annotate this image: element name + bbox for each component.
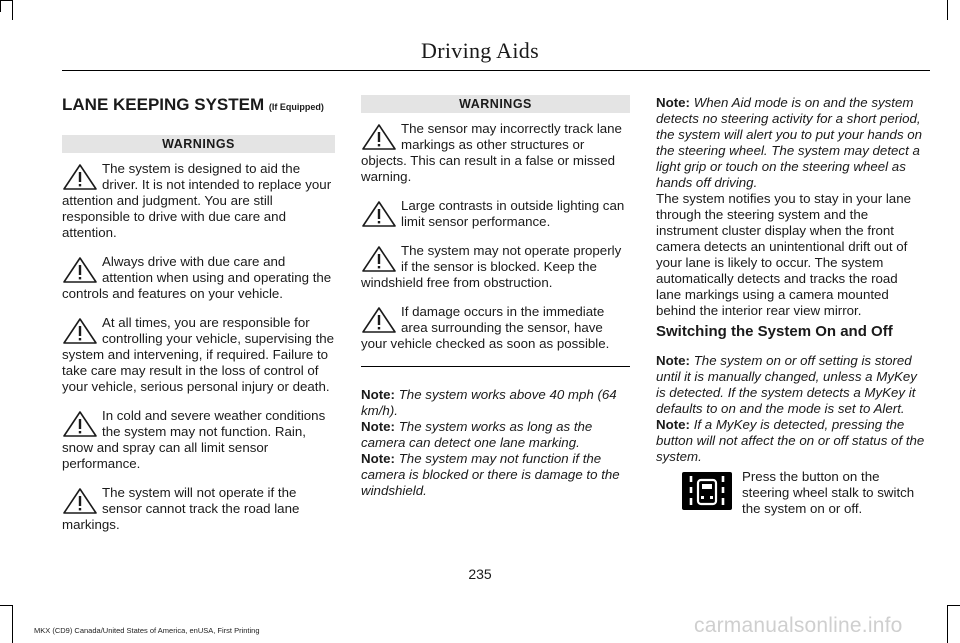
warning-icon: [361, 123, 397, 151]
note-text: When Aid mode is on and the system detects no steering activity for a short period, the system will alert you to put your hands on the steering wheel. The system may detect a light grip or touch on the steering wheel as hands off driving.: [656, 95, 923, 190]
warnings-heading: WARNINGS: [62, 135, 335, 153]
section-divider: [361, 366, 630, 367]
body-paragraph: The system notifies you to stay in your lane through the steering system and the instrument cluster display when the front camera detects an unintentional drift out of your lane is likely to occur. The system automatically detects and tracks the road lane markings using a camera mounted behind the interior rear view mirror.: [656, 191, 911, 318]
note-text: If a MyKey is detected, pressing the button will not affect the on or off status of the system.: [656, 417, 925, 464]
note-label: Note:: [361, 451, 395, 466]
button-instruction: [656, 469, 926, 517]
header-divider: [62, 70, 930, 71]
note: [361, 387, 630, 419]
warning-item: [62, 408, 335, 472]
middle-column: [361, 95, 630, 499]
crop-mark: [948, 605, 960, 606]
warnings-list: [361, 121, 630, 352]
warning-icon: [62, 256, 98, 284]
notes-list: [361, 387, 630, 499]
button-instruction-text: Press the button on the steering wheel stalk to switch the system on or off.: [742, 469, 915, 516]
subheading: Switching the System On and Off: [656, 323, 893, 340]
warning-text: At all times, you are responsible for controlling your vehicle, supervising the system and intervening, if required. Failure to take care may result in the loss of control of your vehicle, serious personal injury or death.: [62, 315, 335, 394]
note-label: Note:: [656, 417, 690, 432]
warning-text: In cold and severe weather conditions the system may not function. Rain, snow and spray can all limit sensor performance.: [62, 408, 326, 471]
warning-item: [62, 254, 335, 302]
warning-text: The system is designed to aid the driver. It is not intended to replace your attention and judgment. You are still responsible to drive with due care and attention.: [62, 161, 332, 240]
note-text: The system works as long as the camera can detect one lane marking.: [361, 419, 593, 450]
crop-mark: [0, 0, 12, 1]
crop-mark: [947, 605, 948, 643]
warning-item: [361, 121, 630, 185]
warning-text: The sensor may incorrectly track lane markings as other structures or objects. This can result in a false or missed warning.: [361, 121, 622, 184]
note: [656, 353, 926, 417]
warning-item: [62, 485, 335, 533]
note-text: The system on or off setting is stored until it is manually changed, unless a MyKey is detected. If the system detects a MyKey it defaults to on and the mode is set to Alert.: [656, 353, 917, 416]
warning-item: [361, 243, 630, 291]
warning-icon: [62, 317, 98, 345]
page-number: 235: [468, 566, 492, 582]
warning-text: The system will not operate if the sensor cannot track the road lane markings.: [62, 485, 300, 532]
crop-mark: [0, 0, 1, 12]
watermark: carmanualsonline.info: [694, 614, 903, 637]
warning-icon: [361, 245, 397, 273]
note: [361, 451, 630, 499]
note-text: The system works above 40 mph (64 km/h).: [361, 387, 617, 418]
page-title: Driving Aids: [421, 38, 539, 63]
right-column: [656, 95, 926, 517]
note-label: Note:: [361, 387, 395, 402]
warning-icon: [62, 163, 98, 191]
crop-mark: [12, 605, 13, 643]
warning-icon: [361, 306, 397, 334]
section-title-text: LANE KEEPING SYSTEM: [62, 95, 265, 114]
section-title-suffix: (If Equipped): [268, 102, 324, 112]
warning-icon: [361, 200, 397, 228]
warning-item: [361, 198, 630, 230]
note-label: Note:: [656, 95, 690, 110]
warnings-heading: WARNINGS: [361, 95, 630, 113]
footer-text: MKX (CD9) Canada/United States of America, enUSA, First Printing: [34, 626, 260, 635]
note-label: Note:: [656, 353, 690, 368]
warning-icon: [62, 487, 98, 515]
left-column: [62, 95, 335, 546]
crop-mark: [12, 0, 13, 20]
note: [361, 419, 630, 451]
note-text: The system may not function if the camera is blocked or there is damage to the windshield.: [361, 451, 620, 498]
warning-text: The system may not operate properly if the sensor is blocked. Keep the windshield free from obstruction.: [361, 243, 622, 290]
note-label: Note:: [361, 419, 395, 434]
warnings-list: [62, 161, 335, 533]
warning-text: Large contrasts in outside lighting can limit sensor performance.: [401, 198, 625, 229]
warning-item: [62, 161, 335, 241]
warning-item: [62, 315, 335, 395]
note: [656, 95, 926, 191]
note: [656, 417, 926, 465]
warning-item: [361, 304, 630, 352]
warning-icon: [62, 410, 98, 438]
warning-text: If damage occurs in the immediate area surrounding the sensor, have your vehicle checked as soon as possible.: [361, 304, 610, 351]
lane-keeping-icon: [682, 472, 732, 510]
warning-text: Always drive with due care and attention when using and operating the controls and features on your vehicle.: [62, 254, 332, 301]
crop-mark: [947, 0, 948, 20]
section-title: [62, 95, 335, 117]
crop-mark: [0, 605, 12, 606]
